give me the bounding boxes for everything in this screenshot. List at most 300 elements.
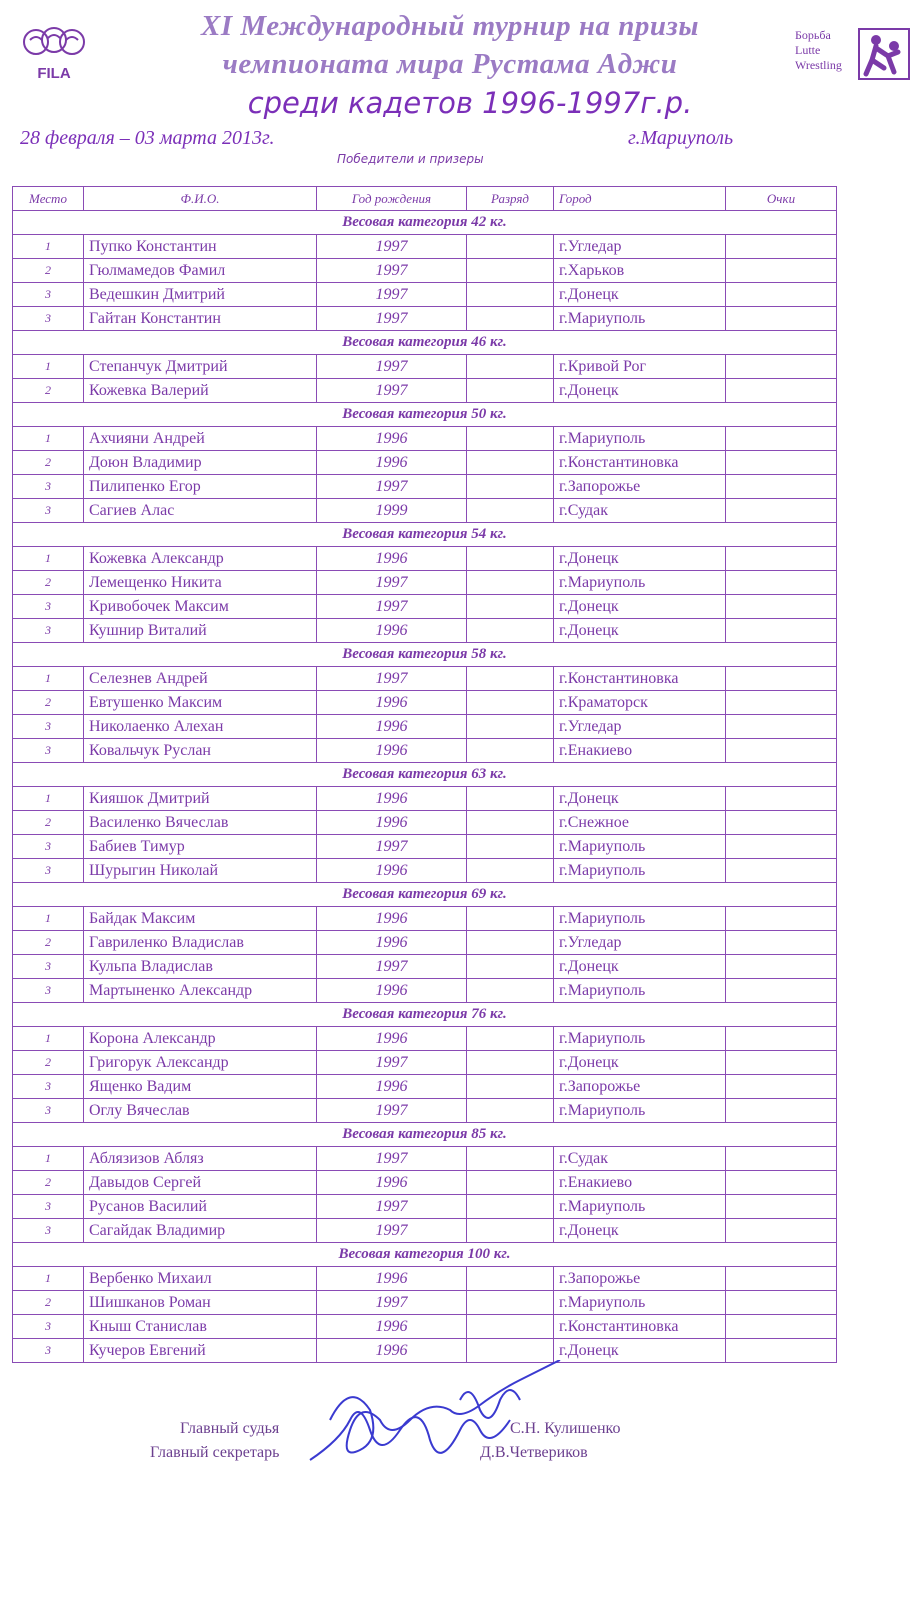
rank-cell xyxy=(467,1195,554,1219)
city-cell: г.Донецк xyxy=(554,283,726,307)
results-table xyxy=(12,186,837,1363)
rank-cell xyxy=(467,979,554,1003)
rank-cell xyxy=(467,907,554,931)
city-cell: г.Кривой Рог xyxy=(554,355,726,379)
city-cell: г.Константиновка xyxy=(554,667,726,691)
name-cell: Гайтан Константин xyxy=(84,307,317,331)
points-cell xyxy=(726,595,837,619)
points-cell xyxy=(726,571,837,595)
city-cell: г.Запорожье xyxy=(554,1267,726,1291)
col-header-points: Очки xyxy=(726,187,837,211)
points-cell xyxy=(726,475,837,499)
year-cell: 1997 xyxy=(317,307,467,331)
place-cell: 1 xyxy=(13,427,84,451)
name-cell: Григорук Александр xyxy=(84,1051,317,1075)
points-cell xyxy=(726,1027,837,1051)
table-row xyxy=(13,931,837,955)
place-cell: 3 xyxy=(13,859,84,883)
name-cell: Вербенко Михаил xyxy=(84,1267,317,1291)
name-cell: Степанчук Дмитрий xyxy=(84,355,317,379)
points-cell xyxy=(726,835,837,859)
name-cell: Кожевка Валерий xyxy=(84,379,317,403)
place-cell: 1 xyxy=(13,1027,84,1051)
name-cell: Кожевка Александр xyxy=(84,547,317,571)
table-row xyxy=(13,979,837,1003)
city-cell: г.Мариуполь xyxy=(554,307,726,331)
rank-cell xyxy=(467,811,554,835)
place-cell: 3 xyxy=(13,1099,84,1123)
place-cell: 3 xyxy=(13,979,84,1003)
name-cell: Ведешкин Дмитрий xyxy=(84,283,317,307)
rank-cell xyxy=(467,859,554,883)
rank-cell xyxy=(467,619,554,643)
city-cell: г.Константиновка xyxy=(554,451,726,475)
year-cell: 1996 xyxy=(317,787,467,811)
place-cell: 3 xyxy=(13,1075,84,1099)
table-row xyxy=(13,307,837,331)
name-cell: Мартыненко Александр xyxy=(84,979,317,1003)
name-cell: Кныш Станислав xyxy=(84,1315,317,1339)
points-cell xyxy=(726,1171,837,1195)
col-header-year: Год рождения xyxy=(317,187,467,211)
category-title: Весовая категория 58 кг. xyxy=(13,643,837,667)
col-header-name: Ф.И.О. xyxy=(84,187,317,211)
rank-cell xyxy=(467,1219,554,1243)
points-cell xyxy=(726,1099,837,1123)
place-cell: 1 xyxy=(13,907,84,931)
rank-cell xyxy=(467,307,554,331)
points-cell xyxy=(726,1291,837,1315)
table-row xyxy=(13,715,837,739)
table-row xyxy=(13,283,837,307)
table-row xyxy=(13,235,837,259)
category-row xyxy=(13,331,837,355)
rank-cell xyxy=(467,1291,554,1315)
points-cell xyxy=(726,283,837,307)
side-text-line: Борьба xyxy=(795,28,831,42)
place-cell: 2 xyxy=(13,379,84,403)
table-row xyxy=(13,1195,837,1219)
city-cell: г.Мариуполь xyxy=(554,571,726,595)
rank-cell xyxy=(467,283,554,307)
category-title: Весовая категория 50 кг. xyxy=(13,403,837,427)
points-cell xyxy=(726,907,837,931)
category-title: Весовая категория 46 кг. xyxy=(13,331,837,355)
category-row xyxy=(13,211,837,235)
place-cell: 3 xyxy=(13,283,84,307)
year-cell: 1996 xyxy=(317,427,467,451)
table-row xyxy=(13,1171,837,1195)
points-cell xyxy=(726,1195,837,1219)
table-row xyxy=(13,835,837,859)
points-cell xyxy=(726,979,837,1003)
city-cell: г.Донецк xyxy=(554,1339,726,1363)
category-title: Весовая категория 100 кг. xyxy=(13,1243,837,1267)
points-cell xyxy=(726,619,837,643)
rank-cell xyxy=(467,427,554,451)
name-cell: Пупко Константин xyxy=(84,235,317,259)
year-cell: 1997 xyxy=(317,475,467,499)
place-cell: 2 xyxy=(13,571,84,595)
category-row xyxy=(13,403,837,427)
city-cell: г.Мариуполь xyxy=(554,859,726,883)
city-cell: г.Донецк xyxy=(554,787,726,811)
signer-name: Д.В.Четвериков xyxy=(480,1444,588,1461)
table-row xyxy=(13,667,837,691)
category-row xyxy=(13,643,837,667)
city-cell: г.Краматорск xyxy=(554,691,726,715)
year-cell: 1997 xyxy=(317,379,467,403)
category-title: Весовая категория 85 кг. xyxy=(13,1123,837,1147)
points-cell xyxy=(726,1339,837,1363)
category-title: Весовая категория 63 кг. xyxy=(13,763,837,787)
place-cell: 2 xyxy=(13,451,84,475)
table-row xyxy=(13,259,837,283)
points-cell xyxy=(726,379,837,403)
points-cell xyxy=(726,787,837,811)
points-cell xyxy=(726,1147,837,1171)
city-cell: г.Донецк xyxy=(554,595,726,619)
place-cell: 2 xyxy=(13,259,84,283)
category-row xyxy=(13,1003,837,1027)
table-row xyxy=(13,1027,837,1051)
rank-cell xyxy=(467,1267,554,1291)
city-cell: г.Угледар xyxy=(554,715,726,739)
rank-cell xyxy=(467,1099,554,1123)
points-cell xyxy=(726,667,837,691)
place-cell: 3 xyxy=(13,1195,84,1219)
name-cell: Ященко Вадим xyxy=(84,1075,317,1099)
signer-row xyxy=(150,1444,780,1468)
fila-logo-text: FILA xyxy=(37,65,71,82)
place-cell: 1 xyxy=(13,547,84,571)
table-row xyxy=(13,1147,837,1171)
table-row xyxy=(13,811,837,835)
city-cell: г.Енакиево xyxy=(554,1171,726,1195)
name-cell: Кучеров Евгений xyxy=(84,1339,317,1363)
category-row xyxy=(13,523,837,547)
place-cell: 2 xyxy=(13,931,84,955)
place-cell: 2 xyxy=(13,691,84,715)
name-cell: Байдак Максим xyxy=(84,907,317,931)
points-cell xyxy=(726,451,837,475)
name-cell: Шурыгин Николай xyxy=(84,859,317,883)
title-line-1: XI Международный турнир на призы xyxy=(201,10,699,42)
year-cell: 1997 xyxy=(317,1291,467,1315)
city-cell: г.Харьков xyxy=(554,259,726,283)
year-cell: 1996 xyxy=(317,1171,467,1195)
year-cell: 1996 xyxy=(317,739,467,763)
year-cell: 1996 xyxy=(317,931,467,955)
table-row xyxy=(13,1267,837,1291)
rank-cell xyxy=(467,1315,554,1339)
rank-cell xyxy=(467,1147,554,1171)
city-cell: г.Донецк xyxy=(554,379,726,403)
city-cell: г.Константиновка xyxy=(554,1315,726,1339)
rank-cell xyxy=(467,691,554,715)
city-cell: г.Мариуполь xyxy=(554,1291,726,1315)
place-cell: 1 xyxy=(13,1267,84,1291)
city-cell: г.Мариуполь xyxy=(554,979,726,1003)
rank-cell xyxy=(467,1027,554,1051)
rank-cell xyxy=(467,475,554,499)
year-cell: 1996 xyxy=(317,1339,467,1363)
points-cell xyxy=(726,427,837,451)
name-cell: Пилипенко Егор xyxy=(84,475,317,499)
year-cell: 1997 xyxy=(317,955,467,979)
name-cell: Ахчияни Андрей xyxy=(84,427,317,451)
name-cell: Сагайдак Владимир xyxy=(84,1219,317,1243)
table-row xyxy=(13,1315,837,1339)
year-cell: 1996 xyxy=(317,979,467,1003)
year-cell: 1997 xyxy=(317,835,467,859)
points-cell xyxy=(726,235,837,259)
event-city: г.Мариуполь xyxy=(628,127,734,149)
year-cell: 1996 xyxy=(317,691,467,715)
points-cell xyxy=(726,715,837,739)
rank-cell xyxy=(467,739,554,763)
year-cell: 1997 xyxy=(317,571,467,595)
year-cell: 1997 xyxy=(317,1219,467,1243)
year-cell: 1996 xyxy=(317,859,467,883)
place-cell: 3 xyxy=(13,835,84,859)
city-cell: г.Запорожье xyxy=(554,1075,726,1099)
place-cell: 1 xyxy=(13,787,84,811)
rank-cell xyxy=(467,955,554,979)
place-cell: 3 xyxy=(13,955,84,979)
place-cell: 1 xyxy=(13,1147,84,1171)
points-cell xyxy=(726,739,837,763)
points-cell xyxy=(726,1051,837,1075)
year-cell: 1996 xyxy=(317,1267,467,1291)
year-cell: 1997 xyxy=(317,1051,467,1075)
points-cell xyxy=(726,1267,837,1291)
table-row xyxy=(13,475,837,499)
rank-cell xyxy=(467,451,554,475)
name-cell: Оглу Вячеслав xyxy=(84,1099,317,1123)
category-title: Весовая категория 69 кг. xyxy=(13,883,837,907)
rank-cell xyxy=(467,931,554,955)
table-header-row xyxy=(13,187,837,211)
table-row xyxy=(13,619,837,643)
year-cell: 1997 xyxy=(317,667,467,691)
table-row xyxy=(13,571,837,595)
year-cell: 1996 xyxy=(317,811,467,835)
points-cell xyxy=(726,955,837,979)
rank-cell xyxy=(467,355,554,379)
points-cell xyxy=(726,1219,837,1243)
city-cell: г.Снежное xyxy=(554,811,726,835)
city-cell: г.Запорожье xyxy=(554,475,726,499)
city-cell: г.Мариуполь xyxy=(554,427,726,451)
rank-cell xyxy=(467,1051,554,1075)
name-cell: Аблязизов Абляз xyxy=(84,1147,317,1171)
city-cell: г.Мариуполь xyxy=(554,907,726,931)
table-row xyxy=(13,1219,837,1243)
rank-cell xyxy=(467,787,554,811)
place-cell: 2 xyxy=(13,1171,84,1195)
rank-cell xyxy=(467,667,554,691)
name-cell: Лемещенко Никита xyxy=(84,571,317,595)
place-cell: 2 xyxy=(13,1051,84,1075)
category-title: Весовая категория 42 кг. xyxy=(13,211,837,235)
category-row xyxy=(13,763,837,787)
year-cell: 1996 xyxy=(317,715,467,739)
place-cell: 3 xyxy=(13,499,84,523)
year-cell: 1997 xyxy=(317,1195,467,1219)
city-cell: г.Судак xyxy=(554,1147,726,1171)
rank-cell xyxy=(467,835,554,859)
place-cell: 3 xyxy=(13,715,84,739)
points-cell xyxy=(726,1315,837,1339)
rank-cell xyxy=(467,1171,554,1195)
city-cell: г.Донецк xyxy=(554,1219,726,1243)
place-cell: 3 xyxy=(13,1315,84,1339)
table-row xyxy=(13,427,837,451)
category-row xyxy=(13,883,837,907)
points-cell xyxy=(726,1075,837,1099)
subtitle: Победители и призеры xyxy=(337,152,484,166)
table-row xyxy=(13,1099,837,1123)
points-cell xyxy=(726,691,837,715)
name-cell: Кушнир Виталий xyxy=(84,619,317,643)
place-cell: 3 xyxy=(13,739,84,763)
city-cell: г.Мариуполь xyxy=(554,1027,726,1051)
place-cell: 2 xyxy=(13,811,84,835)
city-cell: г.Донецк xyxy=(554,1051,726,1075)
points-cell xyxy=(726,259,837,283)
city-cell: г.Донецк xyxy=(554,955,726,979)
name-cell: Кульпа Владислав xyxy=(84,955,317,979)
points-cell xyxy=(726,547,837,571)
city-cell: г.Угледар xyxy=(554,235,726,259)
year-cell: 1996 xyxy=(317,451,467,475)
table-row xyxy=(13,595,837,619)
table-row xyxy=(13,691,837,715)
rank-cell xyxy=(467,1075,554,1099)
points-cell xyxy=(726,811,837,835)
place-cell: 3 xyxy=(13,475,84,499)
name-cell: Гавриленко Владислав xyxy=(84,931,317,955)
city-cell: г.Енакиево xyxy=(554,739,726,763)
col-header-place: Место xyxy=(13,187,84,211)
table-row xyxy=(13,787,837,811)
table-row xyxy=(13,739,837,763)
year-cell: 1997 xyxy=(317,1099,467,1123)
place-cell: 2 xyxy=(13,1291,84,1315)
table-row xyxy=(13,859,837,883)
table-row xyxy=(13,379,837,403)
year-cell: 1997 xyxy=(317,595,467,619)
place-cell: 3 xyxy=(13,307,84,331)
name-cell: Селезнев Андрей xyxy=(84,667,317,691)
rank-cell xyxy=(467,547,554,571)
table-row xyxy=(13,907,837,931)
place-cell: 1 xyxy=(13,235,84,259)
title-line-3: среди кадетов 1996-1997г.р. xyxy=(247,86,693,120)
year-cell: 1996 xyxy=(317,547,467,571)
city-cell: г.Мариуполь xyxy=(554,835,726,859)
fila-logo xyxy=(22,20,86,84)
place-cell: 3 xyxy=(13,1219,84,1243)
category-row xyxy=(13,1243,837,1267)
signer-name: С.Н. Кулишенко xyxy=(510,1420,621,1437)
city-cell: г.Мариуполь xyxy=(554,1195,726,1219)
side-text-line: Wrestling xyxy=(795,58,842,72)
points-cell xyxy=(726,307,837,331)
points-cell xyxy=(726,931,837,955)
signer-role: Главный судья xyxy=(180,1420,280,1437)
side-text-line: Lutte xyxy=(795,43,821,57)
city-cell: г.Донецк xyxy=(554,619,726,643)
year-cell: 1997 xyxy=(317,259,467,283)
rank-cell xyxy=(467,1339,554,1363)
event-dates: 28 февраля – 03 марта 2013г. xyxy=(20,127,275,149)
name-cell: Сагиев Алас xyxy=(84,499,317,523)
name-cell: Бабиев Тимур xyxy=(84,835,317,859)
table-row xyxy=(13,1291,837,1315)
year-cell: 1996 xyxy=(317,907,467,931)
year-cell: 1996 xyxy=(317,1315,467,1339)
year-cell: 1996 xyxy=(317,1075,467,1099)
place-cell: 3 xyxy=(13,1339,84,1363)
name-cell: Кривобочек Максим xyxy=(84,595,317,619)
name-cell: Шишканов Роман xyxy=(84,1291,317,1315)
points-cell xyxy=(726,499,837,523)
table-row xyxy=(13,955,837,979)
name-cell: Николаенко Алехан xyxy=(84,715,317,739)
name-cell: Василенко Вячеслав xyxy=(84,811,317,835)
table-row xyxy=(13,1051,837,1075)
table-row xyxy=(13,547,837,571)
col-header-rank: Разряд xyxy=(467,187,554,211)
place-cell: 1 xyxy=(13,667,84,691)
year-cell: 1997 xyxy=(317,283,467,307)
table-row xyxy=(13,1339,837,1363)
year-cell: 1997 xyxy=(317,1147,467,1171)
table-row xyxy=(13,451,837,475)
name-cell: Русанов Василий xyxy=(84,1195,317,1219)
category-row xyxy=(13,1123,837,1147)
category-title: Весовая категория 76 кг. xyxy=(13,1003,837,1027)
year-cell: 1997 xyxy=(317,355,467,379)
title-line-2: чемпионата мира Рустама Аджи xyxy=(222,48,678,80)
year-cell: 1996 xyxy=(317,1027,467,1051)
year-cell: 1997 xyxy=(317,235,467,259)
rank-cell xyxy=(467,499,554,523)
name-cell: Гюлмамедов Фамил xyxy=(84,259,317,283)
rank-cell xyxy=(467,259,554,283)
city-cell: г.Судак xyxy=(554,499,726,523)
rank-cell xyxy=(467,235,554,259)
rank-cell xyxy=(467,379,554,403)
city-cell: г.Мариуполь xyxy=(554,1099,726,1123)
city-cell: г.Донецк xyxy=(554,547,726,571)
signer-row xyxy=(180,1420,780,1444)
col-header-city: Город xyxy=(554,187,726,211)
signers-block xyxy=(150,1420,800,1480)
signer-role: Главный секретарь xyxy=(150,1444,280,1461)
name-cell: Доюн Владимир xyxy=(84,451,317,475)
table-row xyxy=(13,355,837,379)
name-cell: Корона Александр xyxy=(84,1027,317,1051)
rank-cell xyxy=(467,571,554,595)
place-cell: 3 xyxy=(13,619,84,643)
points-cell xyxy=(726,355,837,379)
rank-cell xyxy=(467,595,554,619)
rank-cell xyxy=(467,715,554,739)
side-text xyxy=(795,28,842,73)
